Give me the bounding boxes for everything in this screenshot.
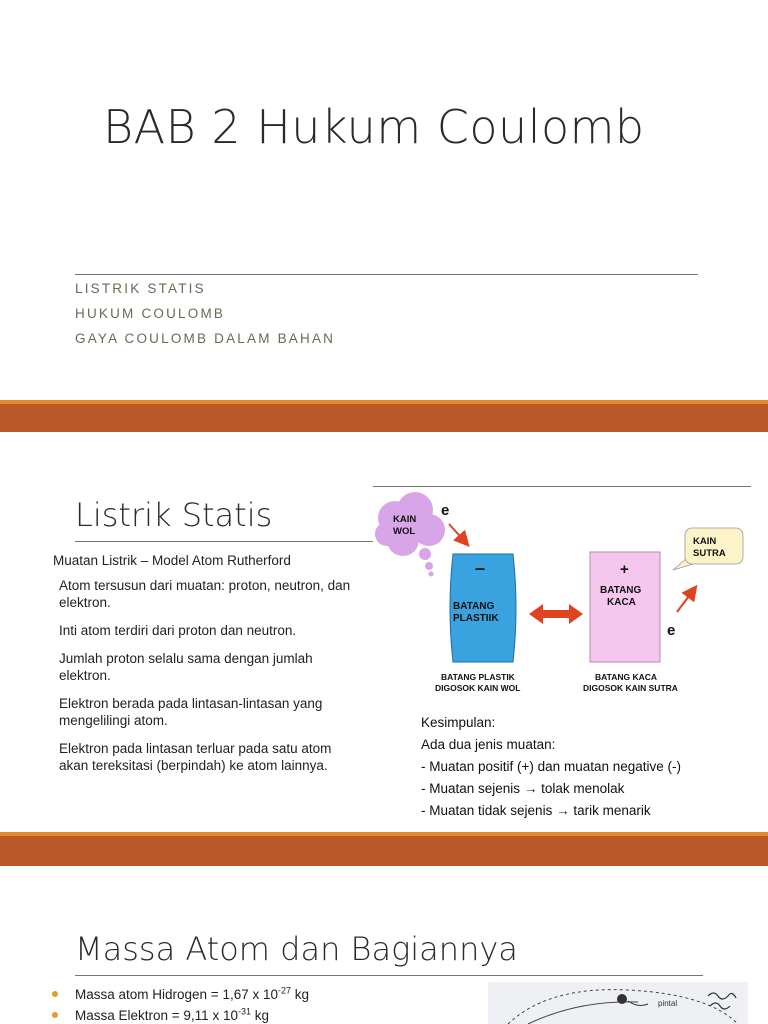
conclusion-intro: Ada dua jenis muatan:: [421, 737, 556, 752]
particle-icon: [617, 994, 627, 1004]
atom-sketch: [488, 982, 748, 1024]
title-divider: [75, 274, 698, 275]
main-title: BAB 2 Hukum Coulomb: [103, 100, 645, 154]
paragraph: Jumlah proton selalu sama dengan jumlah elektron.: [59, 651, 313, 683]
bullet-item: [52, 1005, 309, 1024]
silk-label: SUTRA: [693, 548, 726, 559]
electron-label: e: [667, 622, 676, 639]
paragraph: Elektron berada pada lintasan-lintasan yang mengelilingi atom.: [59, 696, 323, 728]
glass-sign: +: [620, 561, 629, 578]
plastic-caption: BATANG PLASTIK: [441, 672, 515, 682]
glass-caption: DIGOSOK KAIN SUTRA: [583, 683, 678, 693]
slide-title: Massa Atom dan Bagiannya: [75, 930, 518, 968]
title-underline: [75, 975, 703, 976]
topic-item: LISTRIK STATIS: [75, 281, 206, 296]
slide-separator: [0, 832, 768, 866]
slide-title: Listrik Statis: [75, 496, 273, 534]
bullet-item: [52, 984, 309, 1005]
exponent: -31: [237, 1006, 251, 1017]
topic-item: HUKUM COULOMB: [75, 306, 226, 321]
plastic-label: PLASTIIK: [453, 613, 499, 624]
conclusion-heading: Kesimpulan:: [421, 715, 496, 730]
electron-label: e: [441, 502, 450, 519]
wool-label: KAIN: [393, 514, 417, 525]
slide-massa-atom: [0, 866, 768, 1024]
electron-arrow: [677, 588, 695, 612]
conclusion-term: - Muatan sejenis: [421, 781, 521, 796]
electron-arrow: [449, 524, 467, 544]
bullet-list: [52, 984, 309, 1024]
conclusion-item: [421, 778, 681, 800]
unit: kg: [291, 987, 310, 1002]
title-slide: [0, 0, 768, 400]
plastic-label: BATANG: [453, 601, 495, 612]
glass-label: BATANG: [600, 585, 642, 596]
bullet-text: Massa atom Hidrogen = 1,67 x 10: [75, 987, 278, 1002]
topic-item: GAYA COULOMB DALAM BAHAN: [75, 331, 336, 346]
glass-label: KACA: [607, 597, 636, 608]
glass-caption: BATANG KACA: [595, 672, 658, 682]
bullet-text: Massa Elektron = 9,11 x 10: [75, 1008, 238, 1023]
figure-top-rule: [373, 486, 751, 487]
paragraph: Elektron pada lintasan terluar pada satu atom akan tereksitasi (berpindah) ke atom lainnya.: [59, 741, 332, 773]
silk-label: KAIN: [693, 536, 717, 547]
unit: kg: [250, 1008, 269, 1023]
conclusion-term: - Muatan tidak sejenis: [421, 803, 553, 818]
paragraph: Inti atom terdiri dari proton dan neutron.: [59, 623, 297, 638]
conclusion-block: [421, 712, 681, 822]
topic-list: [75, 280, 335, 355]
conclusion-item: - Muatan positif (+) dan muatan negative (-): [421, 759, 682, 774]
paragraph-list: [59, 577, 359, 785]
slide-listrik-statis: [0, 432, 768, 832]
bullet-dot-icon: [52, 991, 58, 997]
attraction-arrow-icon: [529, 604, 583, 624]
plastic-caption: DIGOSOK KAIN WOL: [435, 683, 521, 693]
exponent: -27: [278, 985, 292, 996]
subheading: Muatan Listrik – Model Atom Rutherford: [53, 553, 291, 568]
right-arrow-icon: →: [523, 781, 538, 796]
conclusion-result: tarik menarik: [573, 803, 651, 818]
plastic-sign: –: [475, 558, 486, 578]
paragraph: Atom tersusun dari muatan: proton, neutron, dan elektron.: [59, 578, 351, 610]
bullet-dot-icon: [52, 1012, 58, 1018]
charge-diagram: [373, 488, 751, 698]
title-underline: [75, 541, 373, 542]
figure-label: pintal: [658, 999, 678, 1008]
right-arrow-icon: →: [556, 803, 570, 818]
conclusion-item: [421, 800, 681, 822]
slide-separator: [0, 400, 768, 432]
wool-label: WOL: [393, 526, 416, 537]
conclusion-result: tolak menolak: [541, 781, 625, 796]
